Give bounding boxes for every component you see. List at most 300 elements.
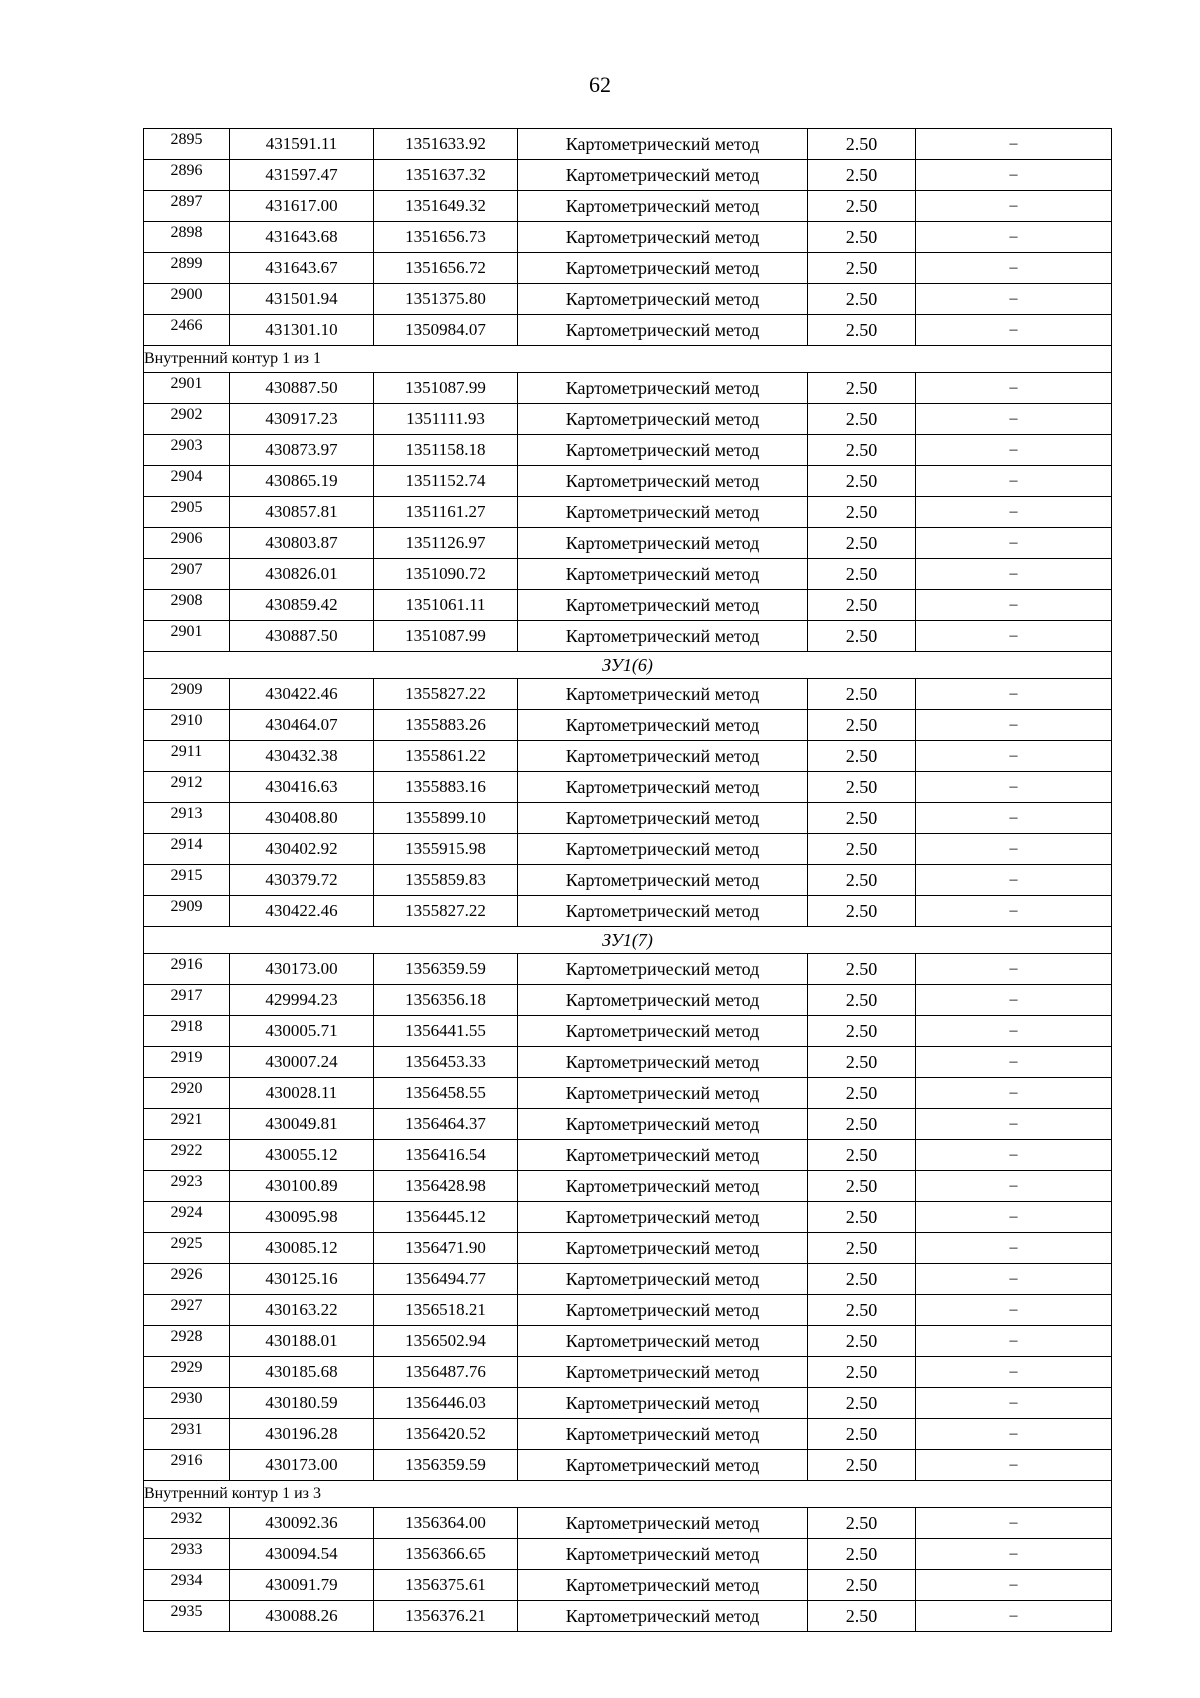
- x-coordinate-cell: 430857.81: [230, 497, 374, 528]
- precision-cell: 2.50: [808, 1140, 916, 1171]
- y-coordinate-cell: 1355859.83: [374, 865, 518, 896]
- method-cell: Картометрический метод: [518, 160, 808, 191]
- x-coordinate-cell: 430007.24: [230, 1047, 374, 1078]
- precision-cell: 2.50: [808, 710, 916, 741]
- section-header-row: [144, 927, 1112, 954]
- method-cell: Картометрический метод: [518, 865, 808, 896]
- x-coordinate-cell: 430180.59: [230, 1388, 374, 1419]
- precision-cell: 2.50: [808, 1419, 916, 1450]
- note-cell: –: [916, 1078, 1112, 1109]
- note-cell: –: [916, 1388, 1112, 1419]
- precision-cell: 2.50: [808, 803, 916, 834]
- table-row: [144, 741, 1112, 772]
- precision-cell: 2.50: [808, 590, 916, 621]
- method-cell: Картометрический метод: [518, 1078, 808, 1109]
- point-number-cell: 2466: [144, 315, 230, 346]
- method-cell: Картометрический метод: [518, 559, 808, 590]
- x-coordinate-cell: 430873.97: [230, 435, 374, 466]
- table-row: [144, 954, 1112, 985]
- note-cell: –: [916, 621, 1112, 652]
- table-row: [144, 528, 1112, 559]
- method-cell: Картометрический метод: [518, 404, 808, 435]
- point-number-cell: 2934: [144, 1570, 230, 1601]
- table-row: [144, 1326, 1112, 1357]
- note-cell: –: [916, 896, 1112, 927]
- method-cell: Картометрический метод: [518, 1295, 808, 1326]
- note-cell: –: [916, 1601, 1112, 1632]
- method-cell: Картометрический метод: [518, 772, 808, 803]
- method-cell: Картометрический метод: [518, 1171, 808, 1202]
- precision-cell: 2.50: [808, 435, 916, 466]
- point-number-cell: 2925: [144, 1233, 230, 1264]
- precision-cell: 2.50: [808, 865, 916, 896]
- method-cell: Картометрический метод: [518, 435, 808, 466]
- x-coordinate-cell: 430865.19: [230, 466, 374, 497]
- y-coordinate-cell: 1356428.98: [374, 1171, 518, 1202]
- table-row: [144, 222, 1112, 253]
- note-cell: –: [916, 1109, 1112, 1140]
- precision-cell: 2.50: [808, 222, 916, 253]
- precision-cell: 2.50: [808, 466, 916, 497]
- method-cell: Картометрический метод: [518, 253, 808, 284]
- y-coordinate-cell: 1351126.97: [374, 528, 518, 559]
- method-cell: Картометрический метод: [518, 1326, 808, 1357]
- point-number-cell: 2897: [144, 191, 230, 222]
- precision-cell: 2.50: [808, 1357, 916, 1388]
- table-row: [144, 497, 1112, 528]
- point-number-cell: 2899: [144, 253, 230, 284]
- precision-cell: 2.50: [808, 497, 916, 528]
- x-coordinate-cell: 430091.79: [230, 1570, 374, 1601]
- note-cell: –: [916, 315, 1112, 346]
- x-coordinate-cell: 430422.46: [230, 896, 374, 927]
- y-coordinate-cell: 1356366.65: [374, 1539, 518, 1570]
- note-cell: –: [916, 1233, 1112, 1264]
- point-number-cell: 2908: [144, 590, 230, 621]
- x-coordinate-cell: 430379.72: [230, 865, 374, 896]
- precision-cell: 2.50: [808, 954, 916, 985]
- note-cell: –: [916, 497, 1112, 528]
- note-cell: –: [916, 1264, 1112, 1295]
- x-coordinate-cell: 430432.38: [230, 741, 374, 772]
- point-number-cell: 2921: [144, 1109, 230, 1140]
- table-row: [144, 710, 1112, 741]
- note-cell: –: [916, 1295, 1112, 1326]
- table-row: [144, 896, 1112, 927]
- x-coordinate-cell: 430085.12: [230, 1233, 374, 1264]
- point-number-cell: 2900: [144, 284, 230, 315]
- method-cell: Картометрический метод: [518, 679, 808, 710]
- x-coordinate-cell: 430028.11: [230, 1078, 374, 1109]
- note-cell: –: [916, 160, 1112, 191]
- table-row: [144, 1388, 1112, 1419]
- note-cell: –: [916, 985, 1112, 1016]
- x-coordinate-cell: 431643.68: [230, 222, 374, 253]
- table-row: [144, 373, 1112, 404]
- note-cell: –: [916, 1016, 1112, 1047]
- x-coordinate-cell: 430125.16: [230, 1264, 374, 1295]
- y-coordinate-cell: 1356458.55: [374, 1078, 518, 1109]
- y-coordinate-cell: 1351656.72: [374, 253, 518, 284]
- note-cell: –: [916, 466, 1112, 497]
- note-cell: –: [916, 710, 1112, 741]
- precision-cell: 2.50: [808, 373, 916, 404]
- x-coordinate-cell: 429994.23: [230, 985, 374, 1016]
- note-cell: –: [916, 373, 1112, 404]
- precision-cell: 2.50: [808, 896, 916, 927]
- method-cell: Картометрический метод: [518, 1508, 808, 1539]
- note-cell: –: [916, 1357, 1112, 1388]
- x-coordinate-cell: 430917.23: [230, 404, 374, 435]
- method-cell: Картометрический метод: [518, 1601, 808, 1632]
- point-number-cell: 2910: [144, 710, 230, 741]
- precision-cell: 2.50: [808, 772, 916, 803]
- precision-cell: 2.50: [808, 191, 916, 222]
- precision-cell: 2.50: [808, 284, 916, 315]
- y-coordinate-cell: 1351061.11: [374, 590, 518, 621]
- method-cell: Картометрический метод: [518, 1016, 808, 1047]
- method-cell: Картометрический метод: [518, 985, 808, 1016]
- note-cell: –: [916, 865, 1112, 896]
- y-coordinate-cell: 1355899.10: [374, 803, 518, 834]
- point-number-cell: 2909: [144, 896, 230, 927]
- table-row: [144, 985, 1112, 1016]
- method-cell: Картометрический метод: [518, 1202, 808, 1233]
- precision-cell: 2.50: [808, 1202, 916, 1233]
- y-coordinate-cell: 1356445.12: [374, 1202, 518, 1233]
- method-cell: Картометрический метод: [518, 1539, 808, 1570]
- method-cell: Картометрический метод: [518, 1109, 808, 1140]
- table-row: [144, 865, 1112, 896]
- precision-cell: 2.50: [808, 1047, 916, 1078]
- method-cell: Картометрический метод: [518, 621, 808, 652]
- table-row: [144, 621, 1112, 652]
- method-cell: Картометрический метод: [518, 1388, 808, 1419]
- precision-cell: 2.50: [808, 1264, 916, 1295]
- method-cell: Картометрический метод: [518, 896, 808, 927]
- point-number-cell: 2931: [144, 1419, 230, 1450]
- x-coordinate-cell: 431301.10: [230, 315, 374, 346]
- point-number-cell: 2932: [144, 1508, 230, 1539]
- point-number-cell: 2929: [144, 1357, 230, 1388]
- y-coordinate-cell: 1356471.90: [374, 1233, 518, 1264]
- table-row: [144, 129, 1112, 160]
- point-number-cell: 2909: [144, 679, 230, 710]
- section-header-row: [144, 346, 1112, 373]
- y-coordinate-cell: 1351152.74: [374, 466, 518, 497]
- x-coordinate-cell: 431597.47: [230, 160, 374, 191]
- point-number-cell: 2922: [144, 1140, 230, 1171]
- note-cell: –: [916, 1047, 1112, 1078]
- y-coordinate-cell: 1355827.22: [374, 896, 518, 927]
- x-coordinate-cell: 430188.01: [230, 1326, 374, 1357]
- note-cell: –: [916, 1419, 1112, 1450]
- x-coordinate-cell: 430100.89: [230, 1171, 374, 1202]
- table-row: [144, 1601, 1112, 1632]
- table-row: [144, 1016, 1112, 1047]
- y-coordinate-cell: 1350984.07: [374, 315, 518, 346]
- precision-cell: 2.50: [808, 559, 916, 590]
- point-number-cell: 2916: [144, 954, 230, 985]
- parcel-title: ЗУ1(7): [144, 927, 1112, 954]
- method-cell: Картометрический метод: [518, 710, 808, 741]
- method-cell: Картометрический метод: [518, 1419, 808, 1450]
- table-row: [144, 1109, 1112, 1140]
- table-row: [144, 1264, 1112, 1295]
- method-cell: Картометрический метод: [518, 191, 808, 222]
- note-cell: –: [916, 1539, 1112, 1570]
- y-coordinate-cell: 1351090.72: [374, 559, 518, 590]
- point-number-cell: 2912: [144, 772, 230, 803]
- precision-cell: 2.50: [808, 1078, 916, 1109]
- y-coordinate-cell: 1356487.76: [374, 1357, 518, 1388]
- note-cell: –: [916, 1570, 1112, 1601]
- y-coordinate-cell: 1355915.98: [374, 834, 518, 865]
- table-row: [144, 1171, 1112, 1202]
- x-coordinate-cell: 430859.42: [230, 590, 374, 621]
- table-row: [144, 772, 1112, 803]
- method-cell: Картометрический метод: [518, 1357, 808, 1388]
- method-cell: Картометрический метод: [518, 1140, 808, 1171]
- method-cell: Картометрический метод: [518, 803, 808, 834]
- y-coordinate-cell: 1356446.03: [374, 1388, 518, 1419]
- coordinates-table-body: [144, 129, 1112, 1632]
- point-number-cell: 2920: [144, 1078, 230, 1109]
- point-number-cell: 2901: [144, 373, 230, 404]
- y-coordinate-cell: 1356356.18: [374, 985, 518, 1016]
- y-coordinate-cell: 1355883.16: [374, 772, 518, 803]
- y-coordinate-cell: 1356494.77: [374, 1264, 518, 1295]
- y-coordinate-cell: 1351111.93: [374, 404, 518, 435]
- precision-cell: 2.50: [808, 1171, 916, 1202]
- precision-cell: 2.50: [808, 404, 916, 435]
- precision-cell: 2.50: [808, 1109, 916, 1140]
- table-row: [144, 1357, 1112, 1388]
- point-number-cell: 2898: [144, 222, 230, 253]
- precision-cell: 2.50: [808, 253, 916, 284]
- point-number-cell: 2907: [144, 559, 230, 590]
- precision-cell: 2.50: [808, 1326, 916, 1357]
- table-row: [144, 1295, 1112, 1326]
- note-cell: –: [916, 559, 1112, 590]
- table-row: [144, 1233, 1112, 1264]
- table-row: [144, 834, 1112, 865]
- note-cell: –: [916, 404, 1112, 435]
- precision-cell: 2.50: [808, 834, 916, 865]
- y-coordinate-cell: 1351161.27: [374, 497, 518, 528]
- y-coordinate-cell: 1355861.22: [374, 741, 518, 772]
- y-coordinate-cell: 1356420.52: [374, 1419, 518, 1450]
- y-coordinate-cell: 1355883.26: [374, 710, 518, 741]
- method-cell: Картометрический метод: [518, 528, 808, 559]
- precision-cell: 2.50: [808, 129, 916, 160]
- point-number-cell: 2916: [144, 1450, 230, 1481]
- note-cell: –: [916, 741, 1112, 772]
- table-row: [144, 253, 1112, 284]
- x-coordinate-cell: 430464.07: [230, 710, 374, 741]
- point-number-cell: 2896: [144, 160, 230, 191]
- x-coordinate-cell: 430422.46: [230, 679, 374, 710]
- table-row: [144, 679, 1112, 710]
- note-cell: –: [916, 1140, 1112, 1171]
- point-number-cell: 2911: [144, 741, 230, 772]
- table-row: [144, 466, 1112, 497]
- point-number-cell: 2935: [144, 1601, 230, 1632]
- x-coordinate-cell: 430402.92: [230, 834, 374, 865]
- x-coordinate-cell: 430173.00: [230, 954, 374, 985]
- y-coordinate-cell: 1356464.37: [374, 1109, 518, 1140]
- table-row: [144, 559, 1112, 590]
- x-coordinate-cell: 431591.11: [230, 129, 374, 160]
- precision-cell: 2.50: [808, 1450, 916, 1481]
- note-cell: –: [916, 191, 1112, 222]
- parcel-title: ЗУ1(6): [144, 652, 1112, 679]
- method-cell: Картометрический метод: [518, 1233, 808, 1264]
- y-coordinate-cell: 1356376.21: [374, 1601, 518, 1632]
- x-coordinate-cell: 430049.81: [230, 1109, 374, 1140]
- method-cell: Картометрический метод: [518, 1264, 808, 1295]
- y-coordinate-cell: 1351375.80: [374, 284, 518, 315]
- x-coordinate-cell: 430094.54: [230, 1539, 374, 1570]
- method-cell: Картометрический метод: [518, 284, 808, 315]
- y-coordinate-cell: 1351637.32: [374, 160, 518, 191]
- note-cell: –: [916, 679, 1112, 710]
- x-coordinate-cell: 430163.22: [230, 1295, 374, 1326]
- note-cell: –: [916, 528, 1112, 559]
- note-cell: –: [916, 772, 1112, 803]
- note-cell: –: [916, 1508, 1112, 1539]
- x-coordinate-cell: 430088.26: [230, 1601, 374, 1632]
- table-row: [144, 1078, 1112, 1109]
- y-coordinate-cell: 1356416.54: [374, 1140, 518, 1171]
- point-number-cell: 2927: [144, 1295, 230, 1326]
- section-header-row: [144, 1481, 1112, 1508]
- x-coordinate-cell: 430826.01: [230, 559, 374, 590]
- note-cell: –: [916, 590, 1112, 621]
- method-cell: Картометрический метод: [518, 590, 808, 621]
- note-cell: –: [916, 253, 1112, 284]
- coordinates-table: [143, 128, 1112, 1632]
- precision-cell: 2.50: [808, 1508, 916, 1539]
- y-coordinate-cell: 1356375.61: [374, 1570, 518, 1601]
- method-cell: Картометрический метод: [518, 497, 808, 528]
- method-cell: Картометрический метод: [518, 1570, 808, 1601]
- table-row: [144, 1508, 1112, 1539]
- point-number-cell: 2919: [144, 1047, 230, 1078]
- precision-cell: 2.50: [808, 679, 916, 710]
- y-coordinate-cell: 1356502.94: [374, 1326, 518, 1357]
- method-cell: Картометрический метод: [518, 222, 808, 253]
- point-number-cell: 2905: [144, 497, 230, 528]
- precision-cell: 2.50: [808, 1295, 916, 1326]
- table-row: [144, 191, 1112, 222]
- x-coordinate-cell: 430055.12: [230, 1140, 374, 1171]
- y-coordinate-cell: 1351633.92: [374, 129, 518, 160]
- y-coordinate-cell: 1351649.32: [374, 191, 518, 222]
- note-cell: –: [916, 834, 1112, 865]
- x-coordinate-cell: 430887.50: [230, 373, 374, 404]
- x-coordinate-cell: 430416.63: [230, 772, 374, 803]
- x-coordinate-cell: 430408.80: [230, 803, 374, 834]
- precision-cell: 2.50: [808, 160, 916, 191]
- precision-cell: 2.50: [808, 528, 916, 559]
- y-coordinate-cell: 1356364.00: [374, 1508, 518, 1539]
- precision-cell: 2.50: [808, 1388, 916, 1419]
- table-row: [144, 1450, 1112, 1481]
- note-cell: –: [916, 129, 1112, 160]
- table-row: [144, 1419, 1112, 1450]
- point-number-cell: 2924: [144, 1202, 230, 1233]
- table-row: [144, 435, 1112, 466]
- note-cell: –: [916, 284, 1112, 315]
- point-number-cell: 2926: [144, 1264, 230, 1295]
- x-coordinate-cell: 431501.94: [230, 284, 374, 315]
- note-cell: –: [916, 954, 1112, 985]
- y-coordinate-cell: 1355827.22: [374, 679, 518, 710]
- point-number-cell: 2904: [144, 466, 230, 497]
- method-cell: Картометрический метод: [518, 315, 808, 346]
- precision-cell: 2.50: [808, 1570, 916, 1601]
- table-row: [144, 1539, 1112, 1570]
- method-cell: Картометрический метод: [518, 1450, 808, 1481]
- note-cell: –: [916, 435, 1112, 466]
- x-coordinate-cell: 430173.00: [230, 1450, 374, 1481]
- x-coordinate-cell: 430803.87: [230, 528, 374, 559]
- y-coordinate-cell: 1356518.21: [374, 1295, 518, 1326]
- precision-cell: 2.50: [808, 1016, 916, 1047]
- x-coordinate-cell: 430185.68: [230, 1357, 374, 1388]
- y-coordinate-cell: 1356441.55: [374, 1016, 518, 1047]
- precision-cell: 2.50: [808, 741, 916, 772]
- method-cell: Картометрический метод: [518, 129, 808, 160]
- x-coordinate-cell: 430005.71: [230, 1016, 374, 1047]
- x-coordinate-cell: 431617.00: [230, 191, 374, 222]
- x-coordinate-cell: 430887.50: [230, 621, 374, 652]
- x-coordinate-cell: 430095.98: [230, 1202, 374, 1233]
- note-cell: –: [916, 1202, 1112, 1233]
- method-cell: Картометрический метод: [518, 1047, 808, 1078]
- x-coordinate-cell: 431643.67: [230, 253, 374, 284]
- method-cell: Картометрический метод: [518, 741, 808, 772]
- note-cell: –: [916, 1450, 1112, 1481]
- note-cell: –: [916, 803, 1112, 834]
- method-cell: Картометрический метод: [518, 954, 808, 985]
- x-coordinate-cell: 430092.36: [230, 1508, 374, 1539]
- method-cell: Картометрический метод: [518, 373, 808, 404]
- x-coordinate-cell: 430196.28: [230, 1419, 374, 1450]
- y-coordinate-cell: 1351656.73: [374, 222, 518, 253]
- precision-cell: 2.50: [808, 1233, 916, 1264]
- point-number-cell: 2901: [144, 621, 230, 652]
- point-number-cell: 2895: [144, 129, 230, 160]
- page-number: 62: [589, 72, 611, 97]
- table-row: [144, 803, 1112, 834]
- point-number-cell: 2903: [144, 435, 230, 466]
- table-row: [144, 160, 1112, 191]
- y-coordinate-cell: 1356359.59: [374, 1450, 518, 1481]
- section-header-row: [144, 652, 1112, 679]
- y-coordinate-cell: 1351158.18: [374, 435, 518, 466]
- point-number-cell: 2923: [144, 1171, 230, 1202]
- point-number-cell: 2902: [144, 404, 230, 435]
- y-coordinate-cell: 1351087.99: [374, 373, 518, 404]
- table-row: [144, 404, 1112, 435]
- point-number-cell: 2906: [144, 528, 230, 559]
- contour-label: Внутренний контур 1 из 1: [144, 346, 1112, 373]
- precision-cell: 2.50: [808, 1601, 916, 1632]
- point-number-cell: 2928: [144, 1326, 230, 1357]
- note-cell: –: [916, 222, 1112, 253]
